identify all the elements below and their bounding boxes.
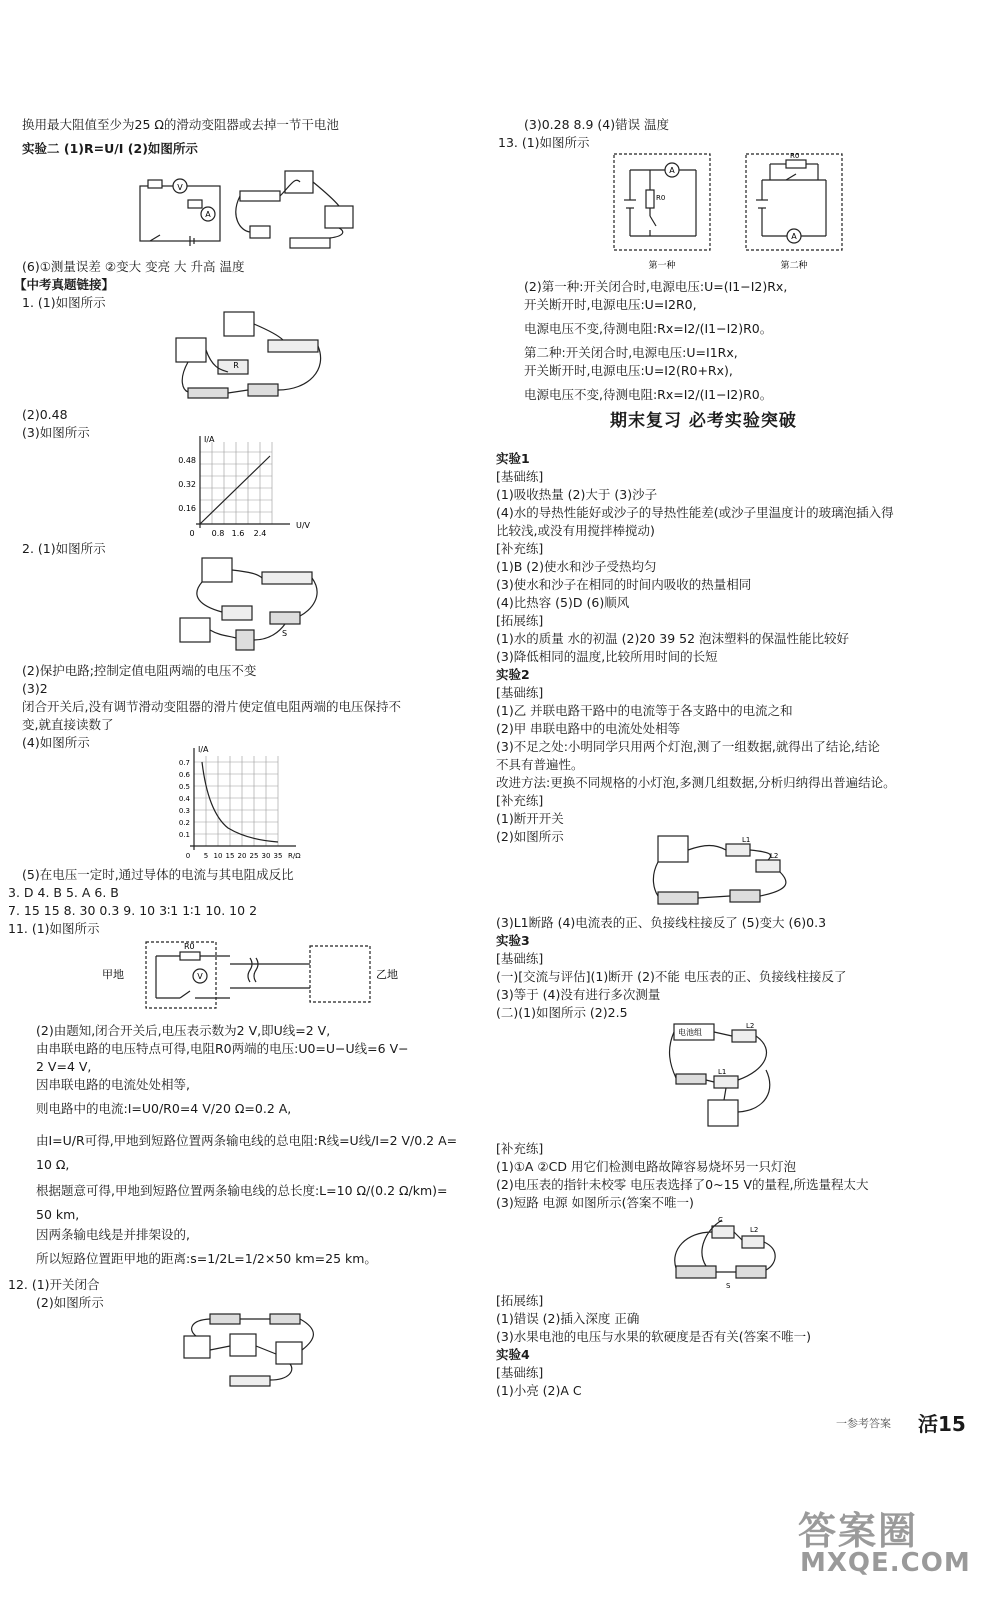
svg-text:0.8: 0.8: [211, 529, 225, 538]
circuit-photo-1: [168, 310, 328, 402]
svg-text:0: 0: [189, 529, 195, 538]
answer-line: 所以短路位置距甲地的距离:s=1/2L=1/2×50 km=25 km。: [36, 1251, 377, 1266]
answer-line: (1)吸收热量 (2)大于 (3)沙子: [496, 487, 658, 502]
svg-text:L1: L1: [742, 836, 751, 844]
section-heading: 实验2: [496, 667, 530, 682]
answer-line: (3)水果电池的电压与水果的软硬度是否有关(答案不唯一): [496, 1329, 811, 1344]
answer-line: 第二种:开关闭合时,电源电压:U=I1Rx,: [524, 345, 738, 360]
answer-line: (4)比热容 (5)D (6)顺风: [496, 595, 630, 610]
answer-line: (2)由题知,闭合开关后,电压表示数为2 V,即U线=2 V,: [36, 1023, 331, 1038]
answer-line: (6)①测量误差 ②变大 变亮 大 升高 温度: [22, 259, 245, 274]
svg-text:乙地: 乙地: [376, 968, 398, 981]
answer-line: (4)如图所示: [22, 735, 90, 750]
answer-line: (1)断开开关: [496, 811, 564, 826]
subsection-label: [补充练]: [496, 793, 544, 808]
svg-text:R0: R0: [184, 942, 195, 951]
answer-line: (1)B (2)使水和沙子受热均匀: [496, 559, 657, 574]
svg-text:0.3: 0.3: [178, 807, 190, 815]
answer-line: 2 V=4 V,: [36, 1059, 92, 1074]
answer-line: 3. D 4. B 5. A 6. B: [8, 885, 119, 900]
answer-line: (2)如图所示: [496, 829, 564, 844]
answer-line: 由I=U/R可得,甲地到短路位置两条输电线的总电阻:R线=U线/I=2 V/0.2 A=: [36, 1133, 458, 1148]
answer-line: (3)使水和沙子在相同的时间内吸收的热量相同: [496, 577, 752, 592]
answer-line: (2)保护电路;控制定值电阻两端的电压不变: [22, 663, 257, 678]
answer-line: 开关断开时,电源电压:U=I2R0,: [524, 297, 697, 312]
svg-text:5: 5: [203, 852, 209, 860]
svg-text:L1: L1: [718, 1068, 727, 1076]
svg-text:A: A: [791, 232, 797, 241]
svg-text:0.4: 0.4: [178, 795, 190, 803]
svg-text:R0: R0: [790, 152, 800, 160]
answer-line: (5)在电压一定时,通过导体的电流与其电阻成反比: [22, 867, 294, 882]
section-heading: 实验3: [496, 933, 530, 948]
subsection-label: [补充练]: [496, 541, 544, 556]
answer-line: (3)降低相同的温度,比较所用时间的长短: [496, 649, 718, 664]
svg-text:S: S: [282, 629, 288, 638]
svg-text:0: 0: [185, 852, 191, 860]
svg-text:20: 20: [237, 852, 247, 860]
svg-text:I/A: I/A: [198, 745, 209, 754]
svg-text:电池组: 电池组: [678, 1028, 702, 1037]
svg-text:甲地: 甲地: [102, 968, 124, 981]
answer-line: 因两条输电线是并排架设的,: [36, 1227, 190, 1242]
svg-text:0.6: 0.6: [178, 771, 190, 779]
answer-line: (一)[交流与评估](1)断开 (2)不能 电压表的正、负接线柱接反了: [496, 969, 847, 984]
circuit-diagram-exp2: [130, 166, 370, 256]
answer-line: 11. (1)如图所示: [8, 921, 100, 936]
left-column: [0, 0, 490, 1600]
answer-line: (3)如图所示: [22, 425, 90, 440]
graph-ir: [168, 742, 328, 866]
answer-line: (3)等于 (4)没有进行多次测量: [496, 987, 661, 1002]
answer-line: (1)错误 (2)插入深度 正确: [496, 1311, 640, 1326]
svg-text:V: V: [177, 183, 183, 192]
answer-line: 实验二 (1)R=U/I (2)如图所示: [22, 141, 198, 156]
graph-iu: [170, 432, 320, 542]
svg-text:30: 30: [261, 852, 271, 860]
svg-text:2.4: 2.4: [253, 529, 267, 538]
answer-line: (2)甲 串联电路中的电流处处相等: [496, 721, 681, 736]
circuit-diagram-q13: [610, 150, 850, 275]
svg-text:0.2: 0.2: [178, 819, 190, 827]
svg-text:A: A: [669, 166, 675, 175]
answer-line: 则电路中的电流:I=U0/R0=4 V/20 Ω=0.2 A,: [36, 1101, 292, 1116]
svg-text:I/A: I/A: [204, 435, 215, 444]
answer-line: (3)0.28 8.9 (4)错误 温度: [524, 117, 670, 132]
answer-line: 1. (1)如图所示: [22, 295, 106, 310]
svg-text:R/Ω: R/Ω: [288, 852, 301, 860]
answer-line: 50 km,: [36, 1207, 80, 1222]
page-number: 活15: [918, 1412, 966, 1436]
answer-line: 13. (1)如图所示: [498, 135, 590, 150]
svg-text:L2: L2: [770, 852, 779, 860]
circuit-photo-exp2: [650, 832, 800, 914]
circuit-photo-2: [170, 556, 330, 656]
answer-line: 开关断开时,电源电压:U=I2(R0+Rx),: [524, 363, 733, 378]
answer-line: (2)如图所示: [36, 1295, 104, 1310]
answer-line: 电源电压不变,待测电阻:Rx=I2/(I1−I2)R0。: [524, 321, 773, 336]
subsection-label: [基础练]: [496, 951, 544, 966]
answer-line: (2)电压表的指针未校零 电压表选择了0~15 V的量程,所选量程太大: [496, 1177, 869, 1192]
section-heading: 实验4: [496, 1347, 530, 1362]
svg-text:25: 25: [249, 852, 259, 860]
svg-text:第一种: 第一种: [648, 261, 676, 271]
subsection-label: [拓展练]: [496, 613, 544, 628]
answer-line: (1)乙 并联电路干路中的电流等于各支路中的电流之和: [496, 703, 793, 718]
svg-text:0.32: 0.32: [178, 480, 196, 489]
page-title: 期末复习 必考实验突破: [610, 411, 797, 431]
svg-text:第二种: 第二种: [780, 261, 808, 271]
svg-text:A: A: [205, 210, 211, 219]
svg-text:0.5: 0.5: [178, 783, 190, 791]
answer-line: 7. 15 15 8. 30 0.3 9. 10 3∶1 1∶1 10. 10 2: [8, 903, 258, 918]
answer-line: (3)不足之处:小明同学只用两个灯泡,测了一组数据,就得出了结论,结论: [496, 739, 880, 754]
answer-line: 12. (1)开关闭合: [8, 1277, 100, 1292]
answer-line: 10 Ω,: [36, 1157, 70, 1172]
subsection-label: [补充练]: [496, 1141, 544, 1156]
subsection-label: [拓展练]: [496, 1293, 544, 1308]
answer-line: (1)小亮 (2)A C: [496, 1383, 582, 1398]
answer-line: (3)L1断路 (4)电流表的正、负接线柱接反了 (5)变大 (6)0.3: [496, 915, 827, 930]
answer-line: 因串联电路的电流处处相等,: [36, 1077, 190, 1092]
circuit-photo-3: [180, 1310, 330, 1400]
svg-text:C: C: [718, 1216, 723, 1224]
circuit-photo-short: [666, 1210, 786, 1290]
answer-line: (2)0.48: [22, 407, 68, 422]
svg-text:10: 10: [213, 852, 223, 860]
answer-line: (二)(1)如图所示 (2)2.5: [496, 1005, 628, 1020]
answer-line: (2)第一种:开关闭合时,电源电压:U=(I1−I2)Rx,: [524, 279, 788, 294]
svg-text:35: 35: [273, 852, 283, 860]
svg-text:0.16: 0.16: [178, 504, 196, 513]
subsection-label: [基础练]: [496, 685, 544, 700]
svg-text:V: V: [197, 972, 203, 981]
svg-text:15: 15: [225, 852, 235, 860]
answer-line: 不具有普遍性。: [496, 757, 584, 772]
answer-line: (3)短路 电源 如图所示(答案不唯一): [496, 1195, 694, 1210]
svg-text:S: S: [726, 1282, 731, 1290]
answer-line: 2. (1)如图所示: [22, 541, 106, 556]
answer-line: (4)水的导热性能好或沙子的导热性能差(或沙子里温度计的玻璃泡插入得: [496, 505, 894, 520]
section-heading: 【中考真题链接】: [14, 277, 115, 292]
answer-line: 根据题意可得,甲地到短路位置两条输电线的总长度:L=10 Ω/(0.2 Ω/km)=: [36, 1183, 448, 1198]
answer-line: 比较浅,或没有用搅拌棒搅动): [496, 523, 655, 538]
svg-text:L2: L2: [750, 1226, 759, 1234]
watermark-logo: 答案圈: [798, 1509, 919, 1553]
answer-line: 闭合开关后,没有调节滑动变阻器的滑片使定值电阻两端的电压保持不: [22, 699, 401, 714]
svg-text:R0: R0: [656, 194, 666, 202]
svg-text:1.6: 1.6: [231, 529, 245, 538]
answer-line: 电源电压不变,待测电阻:Rx=I2/(I1−I2)R0。: [524, 387, 773, 402]
answer-line: (1)①A ②CD 用它们检测电路故障容易烧坏另一只灯泡: [496, 1159, 796, 1174]
svg-text:0.48: 0.48: [178, 456, 196, 465]
svg-text:0.1: 0.1: [178, 831, 190, 839]
answer-line: (3)2: [22, 681, 48, 696]
circuit-diagram-q11: [100, 936, 420, 1022]
subsection-label: [基础练]: [496, 1365, 544, 1380]
right-column: [490, 0, 1000, 1600]
footer-label: 一参考答案: [836, 1417, 891, 1430]
svg-text:U/V: U/V: [296, 521, 311, 530]
svg-text:R: R: [233, 361, 239, 370]
answer-line: (1)水的质量 水的初温 (2)20 39 52 泡沫塑料的保温性能比较好: [496, 631, 849, 646]
answer-line: 变,就直接读数了: [22, 717, 114, 732]
subsection-label: [基础练]: [496, 469, 544, 484]
answer-line: 改进方法:更换不同规格的小灯泡,多测几组数据,分析归纳得出普遍结论。: [496, 775, 896, 790]
answer-line: 换用最大阻值至少为25 Ω的滑动变阻器或去掉一节干电池: [22, 117, 339, 132]
answer-line: 由串联电路的电压特点可得,电阻R0两端的电压:U0=U−U线=6 V−: [36, 1041, 409, 1056]
svg-text:0.7: 0.7: [178, 759, 190, 767]
svg-text:L2: L2: [746, 1022, 755, 1030]
watermark-url: MXQE.COM: [800, 1548, 971, 1578]
section-heading: 实验1: [496, 451, 530, 466]
circuit-photo-exp3: [666, 1020, 786, 1140]
